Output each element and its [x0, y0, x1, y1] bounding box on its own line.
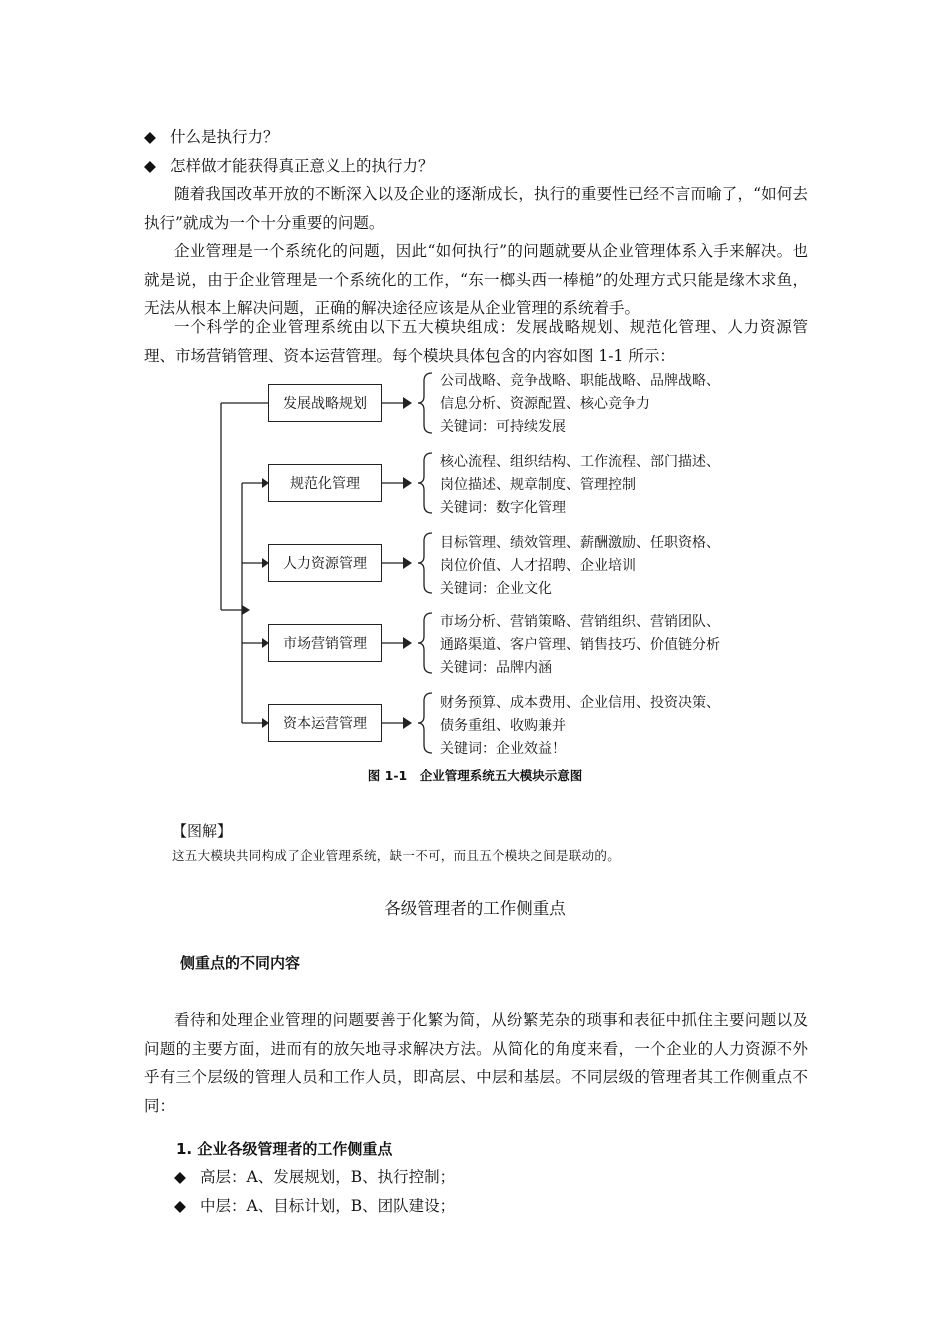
- diamond-bullet-icon: ◆: [174, 1197, 186, 1215]
- diamond-bullet-icon: ◆: [174, 1168, 186, 1186]
- module-box: 发展战略规划: [268, 384, 382, 422]
- module-description: 核心流程、组织结构、工作流程、部门描述、 岗位描述、规章制度、管理控制 关键词：数字化管理: [440, 454, 720, 516]
- figure-caption: 图 1-1 企业管理系统五大模块示意图: [367, 768, 583, 783]
- bullet-item: ◆ 高层：A、发展规划，B、执行控制；: [174, 1168, 456, 1186]
- diamond-bullet-icon: ◆: [144, 157, 156, 175]
- arrow-head-icon: [242, 605, 250, 615]
- paragraph: 随着我国改革开放的不断深入以及企业的逐渐成长，执行的重要性已经不言而喻了，“如何去执行”就成为一个十分重要的问题。: [144, 185, 808, 232]
- paragraph: 看待和处理企业管理的问题要善于化繁为简，从纷繁芜杂的琐事和表征中抓住主要问题以及问题的主要方面，进而有的放矢地寻求解决方法。从简化的角度来看，一个企业的人力资源不外乎有三个层级的管理人员和工作人员，即高层、中层和基层。不同层级的管理者其工作侧重点不同：: [144, 1011, 808, 1115]
- module-description: 目标管理、绩效管理、薪酬激励、任职资格、 岗位价值、人才招聘、企业培训 关键词：企业文化: [440, 535, 720, 597]
- module-description: 公司战略、竞争战略、职能战略、品牌战略、 信息分析、资源配置、核心竞争力 关键词：可持续发展: [440, 373, 720, 435]
- diamond-bullet-icon: ◆: [144, 128, 156, 146]
- module-description: 财务预算、成本费用、企业信用、投资决策、 债务重组、收购兼并 关键词：企业效益！: [440, 695, 720, 757]
- paragraph: 一个科学的企业管理系统由以下五大模块组成：发展战略规划、规范化管理、人力资源管理、市场营销管理、资本运营管理。每个模块具体包含的内容如图 1-1 所示：: [144, 318, 808, 365]
- subsection-title: 侧重点的不同内容: [180, 954, 301, 972]
- list-heading: 1. 企业各级管理者的工作侧重点: [176, 1140, 393, 1158]
- module-box: 市场营销管理: [268, 624, 382, 662]
- module-box: 资本运营管理: [268, 704, 382, 742]
- tujie-text: 这五大模块共同构成了企业管理系统，缺一不可，而且五个模块之间是联动的。: [172, 848, 621, 863]
- bullet-item: ◆ 中层：A、目标计划，B、团队建设；: [174, 1197, 456, 1215]
- paragraph: 企业管理是一个系统化的问题，因此“如何执行”的问题就要从企业管理体系入手来解决。也就是说，由于企业管理是一个系统化的工作，“东一榔头西一棒槌”的处理方式只能是缘木求鱼，无法从根本上解决问题，正确的解决途径应该是从企业管理的系统着手。: [144, 242, 808, 318]
- bullet-item: ◆ 什么是执行力？: [144, 128, 279, 146]
- module-box: 人力资源管理: [268, 544, 382, 582]
- tujie-heading: 【图解】: [172, 822, 233, 840]
- module-description: 市场分析、营销策略、营销组织、营销团队、 通路渠道、客户管理、销售技巧、价值链分析 关键词：品牌内涵: [440, 614, 720, 676]
- bullet-item: ◆ 怎样做才能获得真正意义上的执行力？: [144, 157, 434, 175]
- module-box: 规范化管理: [268, 464, 382, 502]
- section-title: 各级管理者的工作侧重点: [384, 899, 566, 918]
